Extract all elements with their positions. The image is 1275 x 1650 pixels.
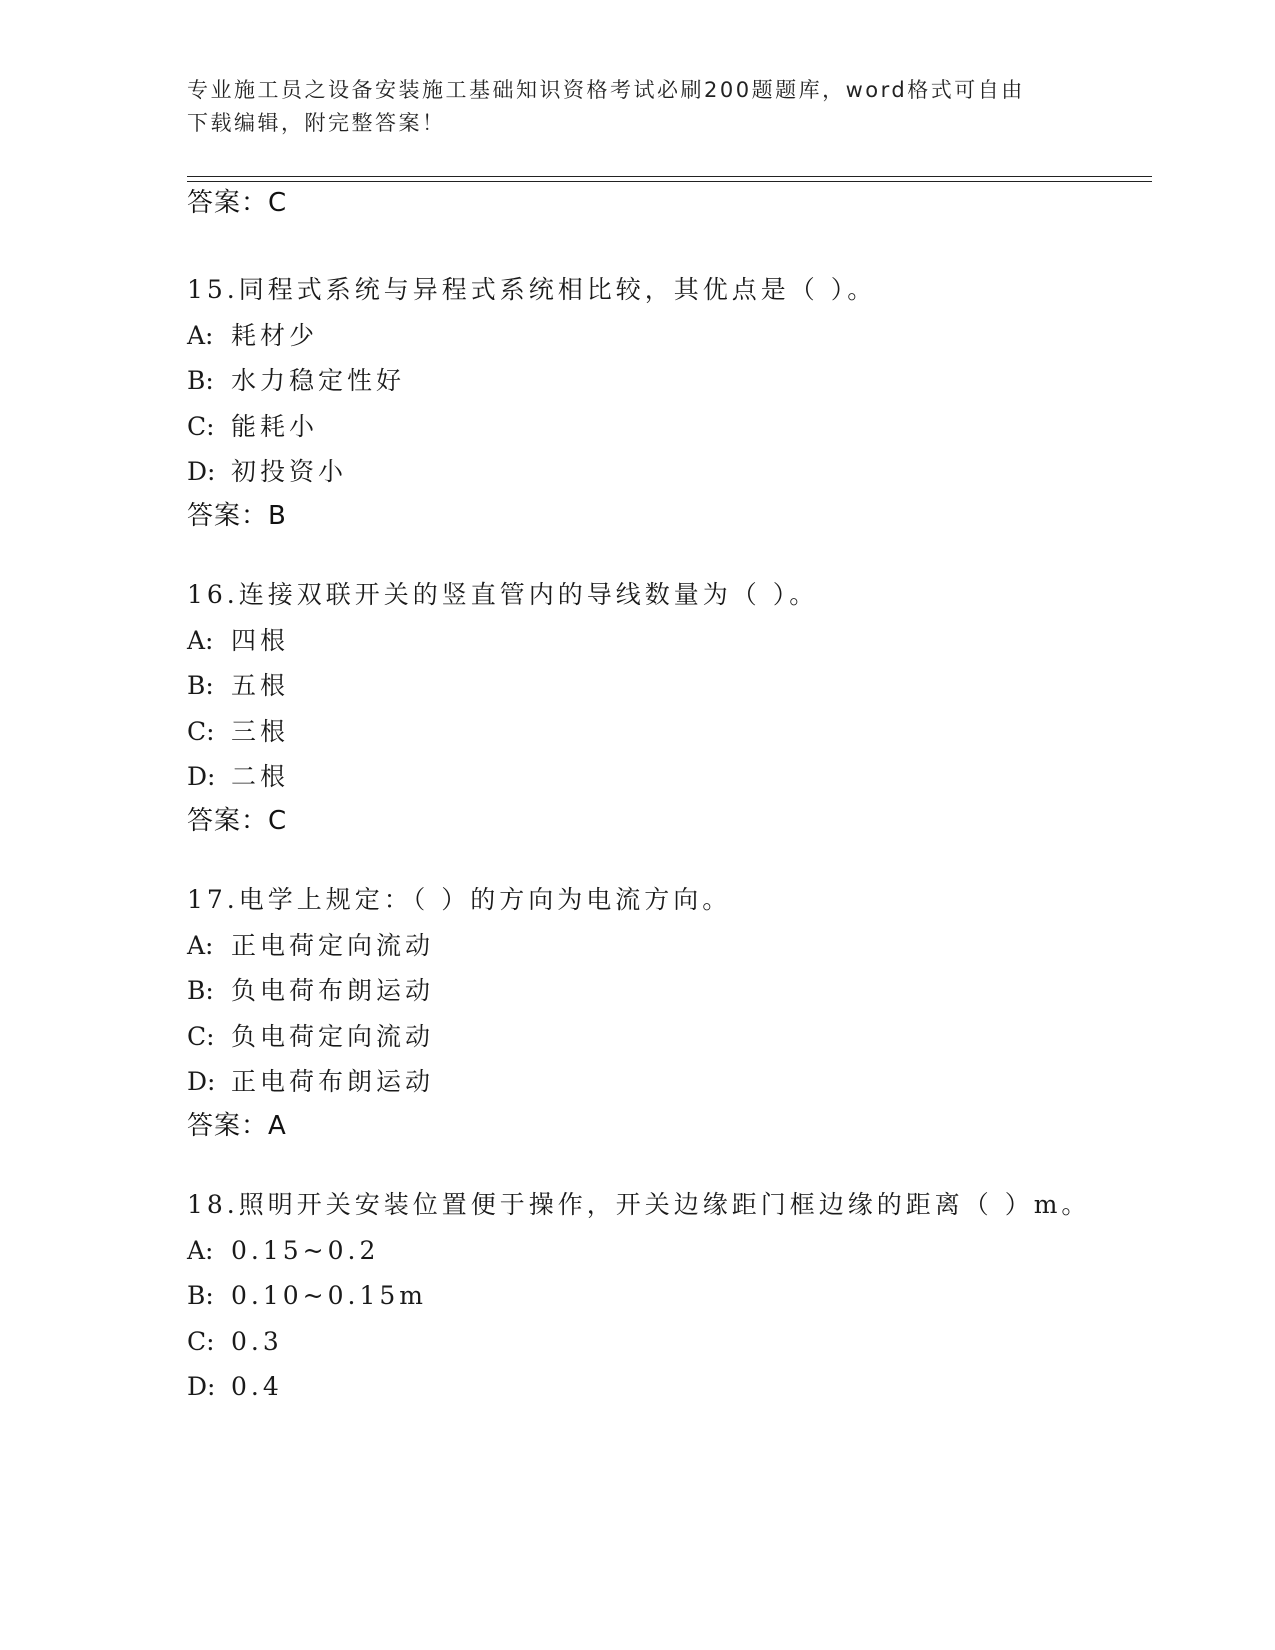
option-b — [187, 361, 1152, 401]
option-letter: D: — [187, 457, 216, 486]
option-b — [187, 1276, 1152, 1316]
header-divider-top — [187, 176, 1152, 177]
option-a — [187, 621, 1152, 661]
option-text: 负电荷布朗运动 — [231, 976, 435, 1005]
option-text: 0.15~0.2 — [231, 1235, 380, 1265]
option-text: 0.3 — [231, 1326, 283, 1356]
option-letter: B: — [187, 671, 214, 700]
answer-line: 答案：A — [187, 1111, 287, 1141]
option-c — [187, 1322, 1152, 1362]
option-letter: D: — [187, 762, 216, 791]
header-line-2: 下载编辑，附完整答案！ — [187, 111, 446, 135]
option-b — [187, 666, 1152, 706]
answer-line: 答案：B — [187, 501, 287, 531]
option-letter: B: — [187, 976, 214, 1005]
option-letter: D: — [187, 1372, 216, 1401]
question-18 — [187, 1185, 1152, 1407]
option-letter: B: — [187, 1281, 214, 1310]
option-letter: C: — [187, 1326, 215, 1356]
option-text: 0.4 — [231, 1372, 283, 1401]
option-a — [187, 1231, 1152, 1271]
option-letter: A: — [187, 625, 214, 655]
option-c — [187, 407, 1152, 447]
option-letter: C: — [187, 1021, 215, 1051]
option-text: 初投资小 — [231, 457, 348, 486]
answer-line: 答案：C — [187, 806, 288, 836]
option-a — [187, 316, 1152, 356]
option-d — [187, 1367, 1152, 1407]
header-line-1: 专业施工员之设备安装施工基础知识资格考试必刷200题题库，word格式可自由 — [187, 78, 1025, 102]
option-letter: C: — [187, 411, 215, 441]
previous-answer-block — [187, 183, 1152, 223]
option-a — [187, 926, 1152, 966]
option-c — [187, 712, 1152, 752]
option-text: 0.10~0.15m — [231, 1281, 427, 1310]
question-stem: 16.连接双联开关的竖直管内的导线数量为（ ）。 — [187, 580, 819, 609]
option-text: 二根 — [231, 762, 290, 791]
question-16 — [187, 575, 1152, 841]
answer-line: 答案：C — [187, 188, 288, 218]
option-text: 能耗小 — [231, 411, 319, 441]
option-letter: A: — [187, 320, 214, 350]
option-d — [187, 757, 1152, 797]
option-letter: C: — [187, 716, 215, 746]
question-stem: 15.同程式系统与异程式系统相比较，其优点是（ ）。 — [187, 275, 877, 304]
option-text: 负电荷定向流动 — [231, 1021, 435, 1051]
option-letter: B: — [187, 366, 214, 395]
option-letter: A: — [187, 930, 214, 960]
document-header — [187, 74, 1087, 140]
option-letter: D: — [187, 1067, 216, 1096]
option-d — [187, 452, 1152, 492]
option-c — [187, 1017, 1152, 1057]
question-15 — [187, 270, 1152, 536]
option-text: 五根 — [231, 671, 290, 700]
option-d — [187, 1062, 1152, 1102]
option-text: 四根 — [231, 625, 290, 655]
question-stem: 17.电学上规定：（ ）的方向为电流方向。 — [187, 885, 732, 914]
option-text: 三根 — [231, 716, 290, 746]
option-text: 正电荷定向流动 — [231, 930, 435, 960]
option-b — [187, 971, 1152, 1011]
option-letter: A: — [187, 1235, 214, 1265]
option-text: 耗材少 — [231, 320, 319, 350]
header-divider-bottom — [187, 181, 1152, 182]
question-stem: 18.照明开关安装位置便于操作，开关边缘距门框边缘的距离（ ）m。 — [187, 1190, 1091, 1219]
option-text: 水力稳定性好 — [231, 366, 406, 395]
question-17 — [187, 880, 1152, 1146]
option-text: 正电荷布朗运动 — [231, 1067, 435, 1096]
